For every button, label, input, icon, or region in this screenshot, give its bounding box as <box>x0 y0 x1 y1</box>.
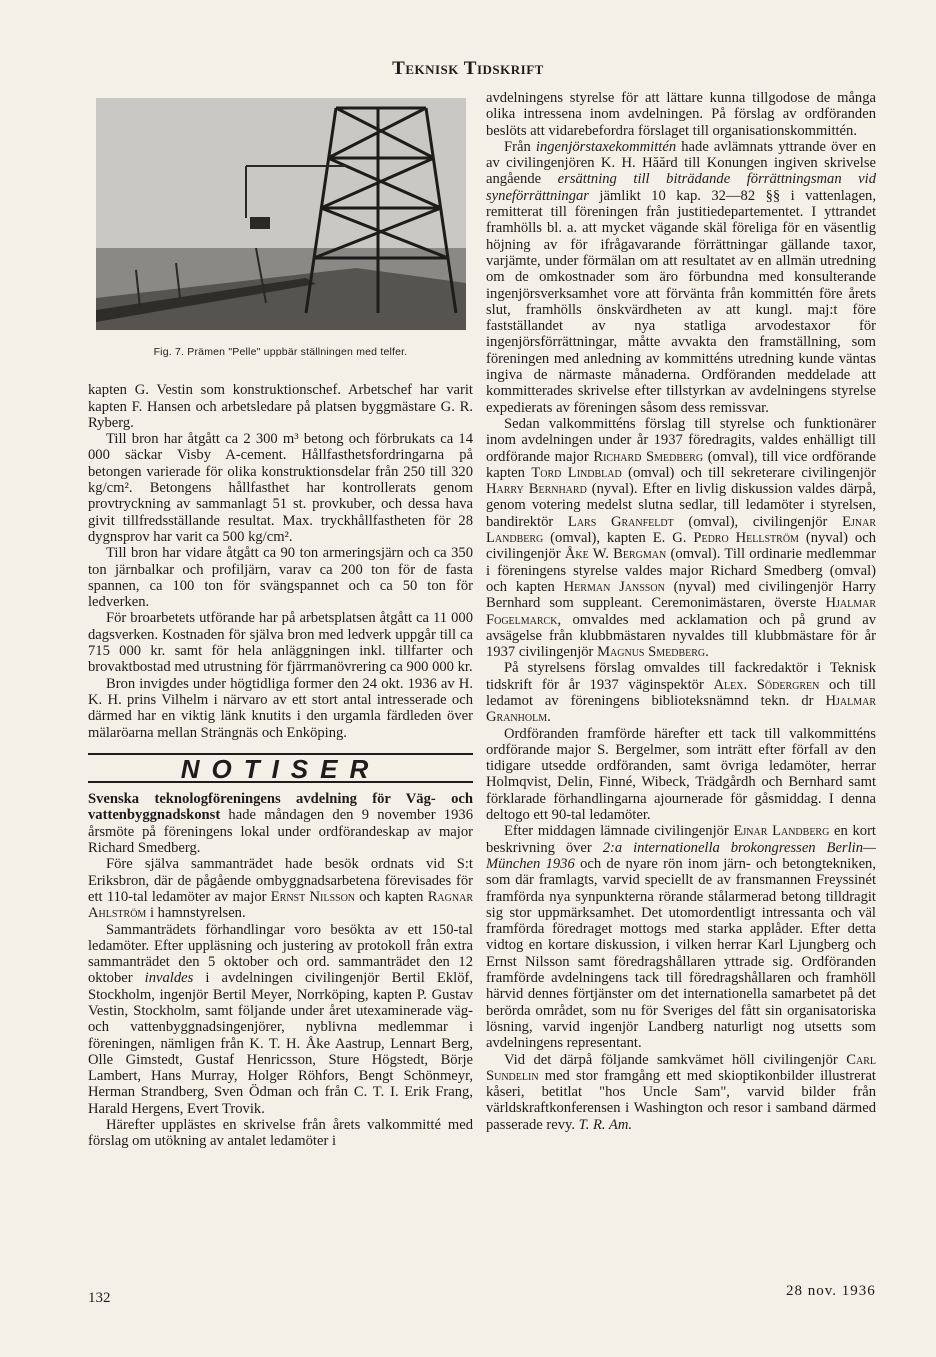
paragraph: Ordföranden framförde härefter ett tack till valkommitténs ordförande major S. Bergelmer, som inträtt efter förfall av den tidigare utsedde ordföranden, samt övriga ledamöter, herrar Holmqvist, Delin, Finné, Wibeck, Trädgårdh och Bernhard samt förklarade förhandlingarna ajournerade för gåsmiddag. I denna deltogo ett 90-tal ledamöter. <box>486 725 876 824</box>
section-title: NOTISER <box>180 753 381 784</box>
paragraph: På styrelsens förslag omvaldes till fackredaktör i Teknisk tidskrift för år 1937 väginspektör Alex. Södergren och till ledamot av föreningens biblioteksnämnd tekn. dr Hjalmar Granholm. <box>486 660 876 726</box>
figure-caption: Fig. 7. Prämen "Pelle" uppbär ställningen med telfer. <box>153 346 408 358</box>
paragraph: kapten G. Vestin som konstruktionschef. Arbetschef har varit kapten F. Hansen och arbetsledare på platsen byggmästare G. R. Ryberg. <box>88 382 473 431</box>
paragraph: För broarbetets utförande har på arbetsplatsen åtgått ca 11 000 dagsverken. Kostnaden för själva bron med ledverk uppgår till ca 715 000 kr. samt för hela anläggningen inkl. tillfarter och brovaktbostad med utrustning för fjärrmanövrering ca 900 000 kr. <box>88 610 473 676</box>
left-column <box>88 90 473 1150</box>
right-column <box>486 90 876 1133</box>
bold-lead: Svenska teknologföreningens avdelning för Väg- och vattenbyggnadskonst <box>88 791 473 824</box>
paragraph: Före själva sammanträdet hade besök ordnats vid S:t Eriksbron, där de pågående ombyggnadsarbetena förevisades för ett 110-tal ledamöter av major Ernst Nilsson och kapten Ragnar Ahlström i hamnstyrelsen. <box>88 856 473 922</box>
paragraph: Sedan valkommitténs förslag till styrelse och funktionärer inom avdelningen under år 1937 föredragits, valdes enhälligt till ordförande major Richard Smedberg (omval), till vice ordförande kapten Tord Lindblad (omval) och till sekreterare civilingenjör Harry Bernhard (nyval). Efter en livlig diskussion valdes därpå, genom votering medelst slutna sedlar, till ledamöter i styrelsen, bandirektör Lars Granfeldt (omval), civilingenjör Ejnar Landberg (omval), kapten E. G. Pedro Hellström (nyval) och civilingenjör Åke W. Bergman (omval). Till ordinarie medlemmar i föreningens styrelse valdes major Richard Smedberg (omval) och kapten Herman Jansson (nyval) med civilingenjör Harry Bernhard som suppleant. Ceremonimästaren, överste Hjalmar Fogelmarck, omvaldes med acklamation och på grund av avsägelse från klubbmästaren nyvaldes till klubbmästare för år 1937 civilingenjör Magnus Smedberg. <box>486 415 877 661</box>
paragraph: Från ingenjörstaxekommittén hade avlämnats yttrande över en av civilingenjören K. H. Hăărd till Konungen ingiven skrivelse angående ersättning till biträdande förrättningsman vid syneförrättningar jämlikt 10 kap. 32—82 §§ i vattenlagen, remitterat till föreningen från justitiedepartementet. I yttrandet framhölls bl. a. att mycket vägande skäl föreliga för en väsentlig höjning av för ifrågavarande förrättningar gällande taxor, varjämte, under förmälan om att resultatet av en allmän utredning om de omkostnader som äro förbundna med konsulterande ingenjörsverksamhet vore att förvänta från kommittén före årets slut, framhölls önskvärdheten av att kungl. maj:t före fastställandet av nya statliga arvodestaxor för ingenjörsförrättningar, måtte avvakta den framställning, som föreningen med anledning av kommitténs utredning kunde väntas ingiva de närmaste månaderna. Ordföranden meddelade att kommitterades skrivelse efter tillstyrkan av avdelningens styrelse expedierats av föreningen såsom dess remissvar. <box>486 138 877 416</box>
page-number: 132 <box>88 1290 111 1306</box>
figure-photo <box>96 98 466 330</box>
masthead: Teknisk Tidskrift <box>392 58 544 79</box>
paragraph: Efter middagen lämnade civilingenjör Ejnar Landberg en kort beskrivning över 2:a internationella brokongressen Berlin—München 1936 och de nyare rön inom järn- och betongtekniken, som där framlagts, varvid speciellt de av fransmannen Freyssinét framförda nya synpunkterna rörande stålarmerad betong tilldragit sig stor uppmärksamhet. Det utomordentligt intressanta och väl framförda föredraget mottogs med starka applåder. Efter detta vidtog en kortare diskussion, i vilken herrar Karl Ljungberg och Ernst Nilsson samt föredragshållaren yttrade sig. Ordföranden framförde avdelningens tack till föredragshållaren och framhöll härvid dennes förtjänster om det internationella samarbetet på det berörda området, som nu för Sveriges del fått sin organisatoriska lösning, varvid ingenjör Landberg naturligt nog utsetts som avdelningens representant. <box>486 823 876 1052</box>
paragraph: avdelningens styrelse för att lättare kunna tillgodose de många olika intressena inom avdelningen. På förslag av ordföranden beslöts att vidarebefordra förslaget till organisationskommittén. <box>486 90 876 139</box>
paragraph: Sammanträdets förhandlingar voro besökta av ett 150-tal ledamöter. Efter uppläsning och justering av protokoll från extra sammanträdet den 5 oktober och ord. sammanträdet den 12 oktober invaldes i avdelningen civilingenjör Bertil Eklöf, Stockholm, ingenjör Bertil Meyer, Norrköping, kapten P. Gustav Vestin, Stockholm, samt följande under året utexaminerade väg- och vattenbyggnadsingenjörer, nyblivna medlemmar i föreningen, nämligen från K. T. H. Åke Aastrup, Lennart Berg, Olle Gimstedt, Gustaf Henricsson, Sture Högstedt, Börje Lambert, Hans Murray, Holger Röhfors, Bengt Schönmeyr, Herman Strandberg, Sven Ödman och från C. T. I. Erik Frang, Harald Hergens, Evert Trovik. <box>88 921 473 1117</box>
notiser-heading-box <box>88 753 473 783</box>
paragraph: Till bron har åtgått ca 2 300 m³ betong och förbrukats ca 14 000 säckar Visby A-cement. Hållfasthetsfordringarna på betongen varierade för olika konstruktionsdelar från 250 till 320 kg/cm². Betongens hållfasthet har kontrollerats genom provtryckning av sammanlagt 51 st. provkuber, och dessa hava givit tillfredsställande resultat. Max. tryckhållfastheten för 28 dygnsprov har varit ca 500 kg/cm². <box>88 431 473 545</box>
paragraph: Till bron har vidare åtgått ca 90 ton armeringsjärn och ca 350 ton järnbalkar och profiljärn, varav ca 200 ton för de fasta spannen, ca 100 ton för svängspannet och ca 50 ton för ledverken. <box>88 545 473 611</box>
paragraph: Härefter upplästes en skrivelse från årets valkommitté med förslag om utökning av antalet ledamöter i <box>88 1117 473 1150</box>
issue-date: 28 nov. 1936 <box>786 1283 876 1299</box>
barge-scaffold-image <box>96 98 466 330</box>
paragraph: Svenska teknologföreningens avdelning för Väg- och vattenbyggnadskonst hade måndagen den 9 november 1936 årsmöte på föreningens lokal under ordförandeskap av major Richard Smedberg. <box>88 791 473 857</box>
paragraph: Bron invigdes under högtidliga former den 24 okt. 1936 av H. K. H. prins Vilhelm i närvaro av ett stort antal intresserade och därmed har en viktig länk knutits i den urgamla färdleden över mälaröarna mellan Strängnäs och Enköping. <box>88 675 473 741</box>
signature: T. R. Am. <box>578 1116 633 1133</box>
paragraph: Vid det därpå följande samkvämet höll civilingenjör Carl Sundelin med stor framgång ett med skioptikonbilder illustrerat kåseri, betitlat "hos Uncle Sam", varvid bilder från världskraftkonferensen i Washington och resor i samband därmed passerade revy. T. R. Am. <box>486 1051 876 1133</box>
